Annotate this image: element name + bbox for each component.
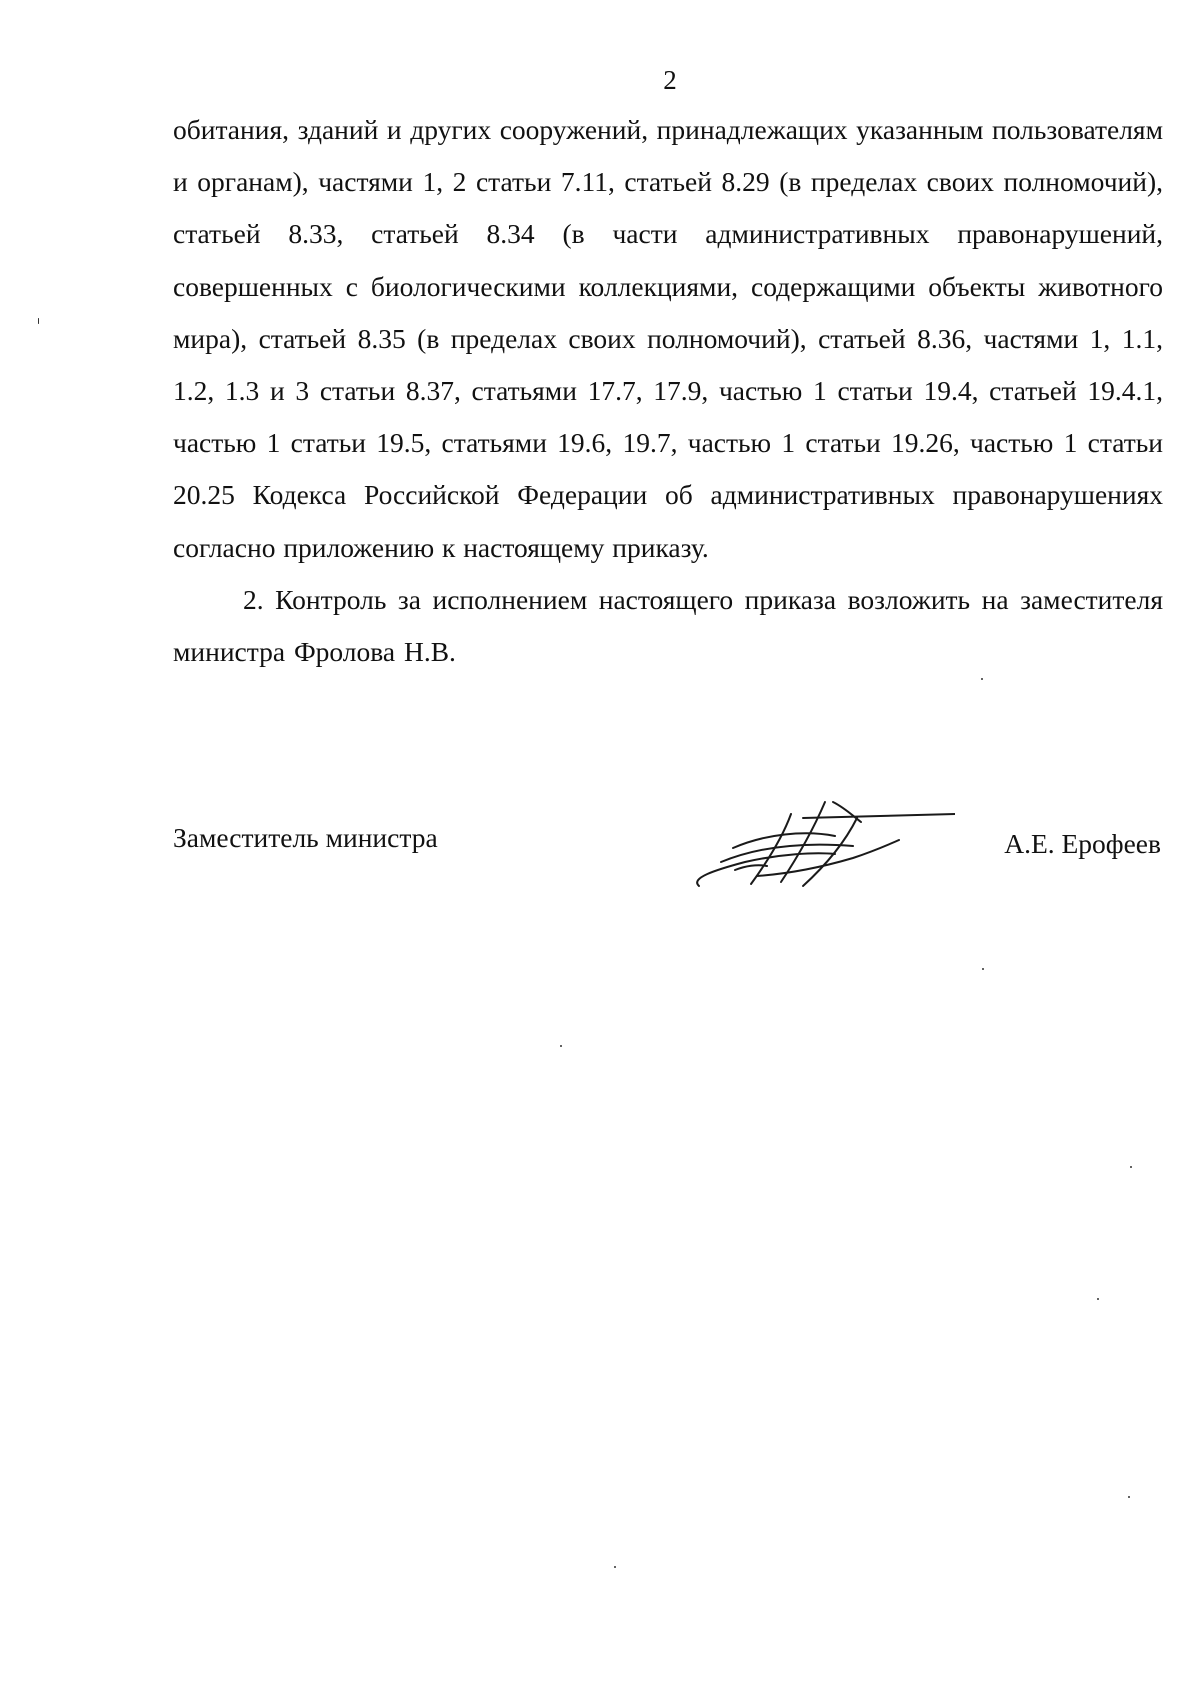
page-number: 2: [663, 65, 677, 95]
scan-speck: [560, 1045, 562, 1047]
scan-speck: [614, 1566, 616, 1568]
paragraph-item-2: 2. Контроль за исполнением настоящего приказа возложить на заместителя министра Фролова Н.В.: [173, 583, 1163, 668]
scan-speck: [1128, 1496, 1130, 1498]
scan-speck: [981, 678, 983, 680]
scan-speck: [982, 968, 984, 970]
signature-block: [173, 808, 1163, 928]
signer-name: А.Е. Ерофеев: [1004, 828, 1161, 859]
paragraph-continued: обитания, зданий и других сооружений, принадлежащих указанным пользователям и органам), частями 1, 2 статьи 7.11, статьей 8.29 (в пределах своих полномочий), статьей 8.33, статьей 8.34 (в части административных правонарушений, совершенных с биологическими коллекциями, содержащими объекты животного мира), статьей 8.35 (в пределах своих полномочий), статьей 8.36, частями 1, 1.1, 1.2, 1.3 и 3 статьи 8.37, статьями 17.7, 17.9, частью 1 статьи 19.4, статьей 19.4.1, частью 1 статьи 19.5, статьями 19.6, 19.7, частью 1 статьи 19.26, частью 1 статьи 20.25 Кодекса Российской Федерации об административных правонарушениях согласно приложению к настоящему приказу.: [173, 114, 1163, 563]
scan-speck: [1097, 1298, 1099, 1300]
document-body: [173, 104, 1163, 678]
scan-speck: [1130, 1166, 1132, 1168]
handwritten-signature-icon: [685, 796, 955, 896]
signer-position: Заместитель министра: [173, 822, 438, 853]
scan-speck: [38, 318, 39, 324]
